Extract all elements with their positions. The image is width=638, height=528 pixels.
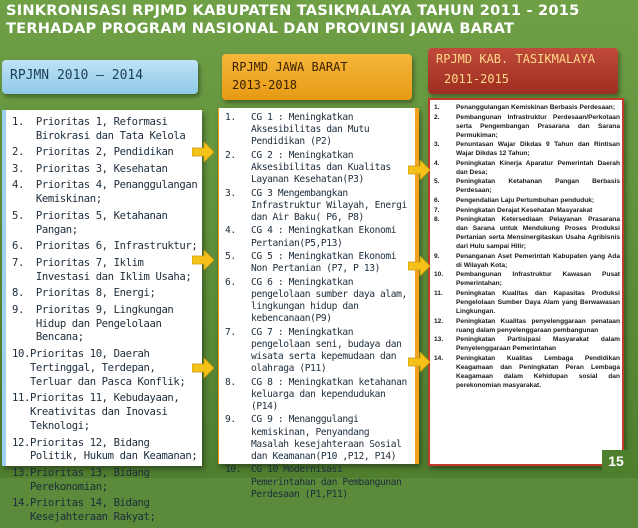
- rpjmn-item-number: 6.: [12, 240, 36, 253]
- kab-item: [434, 253, 620, 271]
- jabar-item: [225, 414, 411, 463]
- rpjmn-item-number: 12.: [12, 436, 30, 449]
- rpjmn-item-text: Prioritas 11, Kebudayaan, Kreativitas dan Inovasi Teknologi;: [29, 392, 180, 433]
- jabar-item: [225, 150, 411, 187]
- kab-item-text: Pembangunan Infrastruktur Perdesaan/Perkotaan serta Pengembangan Prasarana dan Sarana Permukiman;: [456, 113, 620, 139]
- jabar-item-number: 1.: [225, 112, 236, 123]
- jabar-item-text: CG 10 Modernisasi Pemerintahan dan Pembangunan Perdesaan (P1,P11): [251, 464, 402, 500]
- rpjmn-panel: [2, 110, 202, 524]
- rpjmn-item-text: Prioritas 2, Pendidikan: [35, 146, 174, 159]
- kab-header: [428, 48, 618, 94]
- jabar-panel: [218, 108, 419, 500]
- right-arrow-icon: [192, 358, 214, 378]
- rpjmn-list: [12, 116, 198, 528]
- kab-item-number: 5.: [434, 178, 440, 186]
- kab-item-number: 3.: [434, 141, 440, 149]
- rpjmn-item: [12, 240, 198, 254]
- rpjmn-item-text: Prioritas 6, Infrastruktur;: [35, 240, 198, 253]
- jabar-item-number: 7.: [225, 326, 236, 338]
- rpjmn-item-text: Prioritas 13, Bidang Perekonomian;: [29, 466, 150, 493]
- jabar-item-number: 8.: [225, 376, 236, 388]
- jabar-item-text: CG 9 : Menanggulangi kemiskinan, Penyandang Masalah kesejahteraan Sosial dan Keamanan(P10 ,P12, P14): [251, 414, 402, 462]
- rpjmn-item-text: Prioritas 7, Iklim Investasi dan Iklim Usaha;: [35, 256, 192, 283]
- kab-item: [434, 318, 620, 336]
- kab-item-number: 4.: [434, 159, 440, 167]
- rpjmn-item: [12, 257, 198, 285]
- rpjmn-item: [12, 116, 198, 144]
- rpjmn-item-number: 4.: [12, 179, 36, 192]
- jabar-item-number: 5.: [225, 250, 236, 262]
- rpjmn-item-number: 1.: [12, 116, 36, 128]
- kab-item-text: Peningkatan Partisipasi Masyarakat dalam Penyelenggaraan Pemerintahan: [456, 336, 620, 353]
- kab-item-number: 14.: [434, 354, 444, 362]
- kab-item-number: 11.: [434, 290, 443, 298]
- kab-item-text: Pembangunan Infrastruktur Kawasan Pusat Pemerintahan;: [456, 271, 620, 288]
- jabar-item-text: CG 3 Mengembangkan Infrastruktur Wilayah, Energi dan Air Baku( P6, P8): [251, 187, 407, 223]
- rpjmn-item-text: Prioritas 3, Kesehatan: [35, 162, 168, 175]
- kab-item-number: 2.: [434, 113, 440, 121]
- slide-title: [6, 2, 626, 38]
- kab-item-text: Peningkatan Kualitas dan Kapasitas Produksi Pengelolaan Sumber Daya Alam yang Berwawasan Lingkungan.: [456, 290, 620, 315]
- right-arrow-icon: [192, 250, 214, 270]
- rpjmn-header-label: RPJMN 2010 – 2014: [10, 68, 144, 83]
- jabar-item-text: CG 7 : Meningkatkan pengelolaan seni, budaya dan wisata serta kepemudaan dan olahraga (P11): [251, 326, 402, 375]
- right-arrow-icon: [408, 160, 430, 180]
- rpjmn-item-number: 5.: [12, 209, 36, 222]
- kab-item-number: 9.: [434, 252, 440, 260]
- kab-item: [434, 197, 620, 206]
- rpjmn-item-number: 14.: [12, 497, 30, 510]
- kab-list: [434, 104, 620, 391]
- title-line-1: SINKRONISASI RPJMD KABUPATEN TASIKMALAYA TAHUN 2011 - 2015: [6, 2, 580, 19]
- kab-item: [434, 290, 620, 317]
- kab-item: [434, 160, 620, 178]
- jabar-item-number: 6.: [225, 276, 236, 288]
- kab-item: [434, 216, 620, 252]
- jabar-item-text: CG 6 : Meningkatkan pengelolaan sumber daya alam, lingkungan hidup dan kebencanaan(P9): [251, 276, 407, 325]
- rpjmn-item-number: 13.: [12, 466, 30, 479]
- jabar-header: [222, 54, 412, 100]
- kab-item: [434, 271, 620, 289]
- kab-item-number: 7.: [434, 206, 440, 214]
- rpjmn-item-number: 2.: [12, 146, 36, 159]
- kab-item-text: Peningkatan Ketahanan Pangan Berbasis Perdesaan;: [456, 178, 620, 195]
- kab-item-text: Peningkatan Kualitas penyelenggaraan penataan ruang dalam penyelenggaraan pembangunan: [456, 317, 620, 334]
- jabar-item: [225, 464, 411, 501]
- rpjmn-item-text: Prioritas 4, Penanggulangan Kemiskinan;: [35, 179, 198, 206]
- rpjmn-item: [12, 497, 198, 525]
- kab-item-text: Peningkatan Kualitas Lembaga Pendidikan Keagamaan dan Peningkatan Peran Lembaga Keagamaan dalam Kehidupan sosial dan perekonomian masyarakat.: [456, 354, 620, 389]
- jabar-item: [225, 225, 411, 249]
- rpjmn-item-number: 9.: [12, 303, 36, 316]
- rpjmn-item-number: 7.: [12, 256, 36, 269]
- kab-header-years: 2011-2015: [444, 72, 510, 86]
- page-number: 15: [602, 450, 630, 472]
- kab-item: [434, 355, 620, 391]
- kab-item-text: Peningkatan Derajat Kesehatan Masyarakat: [456, 206, 593, 214]
- jabar-item-text: CG 8 : Meningkatkan ketahanan keluarga dan kependudukan (P14): [251, 376, 407, 412]
- rpjmn-item-text: Prioritas 8, Energi;: [35, 287, 156, 300]
- jabar-item-number: 4.: [225, 225, 236, 237]
- kab-item: [434, 207, 620, 216]
- right-arrow-icon: [408, 352, 430, 372]
- rpjmn-item: [12, 287, 198, 301]
- rpjmn-item-text: Prioritas 12, Bidang Politik, Hukum dan Keamanan;: [29, 436, 198, 463]
- jabar-item: [225, 327, 411, 376]
- jabar-item-text: CG 5 : Meningkatkan Ekonomi Non Pertanian (P7, P 13): [251, 250, 397, 275]
- kab-item-number: 12.: [434, 317, 444, 325]
- kab-item-number: 13.: [434, 336, 444, 344]
- rpjmn-item-text: Prioritas 9, Lingkungan Hidup dan Pengelolaan Bencana;: [35, 303, 174, 344]
- jabar-item-number: 2.: [225, 149, 236, 161]
- right-arrow-icon: [408, 256, 430, 276]
- kab-item: [434, 114, 620, 141]
- rpjmn-item: [12, 437, 198, 465]
- jabar-item-number: 3.: [225, 187, 236, 199]
- kab-item-number: 1.: [434, 104, 440, 111]
- jabar-item: [225, 188, 411, 225]
- jabar-item: [225, 251, 411, 275]
- kab-item-text: Penanggulangan Kemiskinan Berbasis Perdesaan;: [456, 104, 616, 111]
- rpjmn-item: [12, 179, 198, 207]
- rpjmn-item: [12, 163, 198, 177]
- kab-item: [434, 336, 620, 354]
- kab-item-number: 10.: [434, 271, 444, 279]
- kab-item: [434, 178, 620, 196]
- title-line-2: TERHADAP PROGRAM NASIONAL DAN PROVINSI JAWA BARAT: [6, 20, 515, 37]
- jabar-item-text: CG 2 : Meningkatkan Aksesibilitas dan Kualitas Layanan Kesehatan(P3): [251, 149, 391, 186]
- jabar-item: [225, 112, 411, 149]
- rpjmn-item: [12, 467, 198, 495]
- jabar-header-years: 2013-2018: [232, 78, 298, 92]
- jabar-item-text: CG 1 : Meningkatkan Aksesibilitas dan Mutu Pendidikan (P2): [251, 112, 370, 148]
- kab-item-text: Penuntasan Wajar Dikdas 9 Tahun dan Rintisan Wajar Dikdas 12 Tahun;: [456, 141, 620, 158]
- kab-item-text: Penanganan Aset Pemerintah Kabupaten yang Ada di Wilayah Kota;: [456, 252, 620, 269]
- kab-item-text: Pengendalian Laju Pertumbuhan penduduk;: [456, 197, 595, 205]
- kab-item-text: Peningkatan Kinerja Aparatur Pemerintah Daerah dan Desa;: [456, 159, 620, 176]
- rpjmn-header: [2, 60, 198, 94]
- rpjmn-item: [12, 146, 198, 160]
- rpjmn-item-text: Prioritas 10, Daerah Tertinggal, Terdepan, Terluar dan Pasca Konflik;: [29, 347, 186, 388]
- jabar-item-text: CG 4 : Meningkatkan Ekonomi Pertanian(P5,P13): [251, 225, 397, 249]
- rpjmn-item-text: Prioritas 1, Reformasi Birokrasi dan Tata Kelola: [35, 116, 186, 142]
- kab-item-number: 6.: [434, 197, 440, 205]
- kab-panel: [428, 98, 624, 466]
- rpjmn-item: [12, 392, 198, 434]
- jabar-item: [225, 277, 411, 326]
- rpjmn-item-number: 10.: [12, 347, 30, 360]
- kab-item-number: 8.: [434, 216, 440, 224]
- jabar-list: [225, 112, 411, 502]
- rpjmn-item-number: 3.: [12, 162, 36, 175]
- rpjmn-item: [12, 304, 198, 346]
- rpjmn-item: [12, 348, 198, 390]
- jabar-item: [225, 377, 411, 414]
- rpjmn-item: [12, 210, 198, 238]
- kab-item-text: Peningkatan Ketersediaan Pelayanan Prasarana dan Sarana untuk Mendukung Proses Produksi Pertanian serta Mensinergitaskan Usaha Agribisnis dari Hulu sampai Hilir;: [456, 216, 620, 251]
- right-arrow-icon: [192, 142, 214, 162]
- rpjmn-item-number: 8.: [12, 287, 36, 300]
- kab-item: [434, 141, 620, 159]
- jabar-header-title: RPJMD JAWA BARAT: [232, 60, 348, 74]
- rpjmn-item-text: Prioritas 14, Bidang Kesejahteraan Rakyat;: [29, 497, 156, 524]
- jabar-item-number: 10.: [225, 464, 242, 476]
- jabar-item-number: 9.: [225, 414, 236, 426]
- kab-header-title: RPJMD KAB. TASIKMALAYA: [436, 52, 595, 66]
- kab-item: [434, 104, 620, 113]
- rpjmn-item-text: Prioritas 5, Ketahanan Pangan;: [35, 209, 168, 236]
- rpjmn-item-number: 11.: [12, 392, 30, 405]
